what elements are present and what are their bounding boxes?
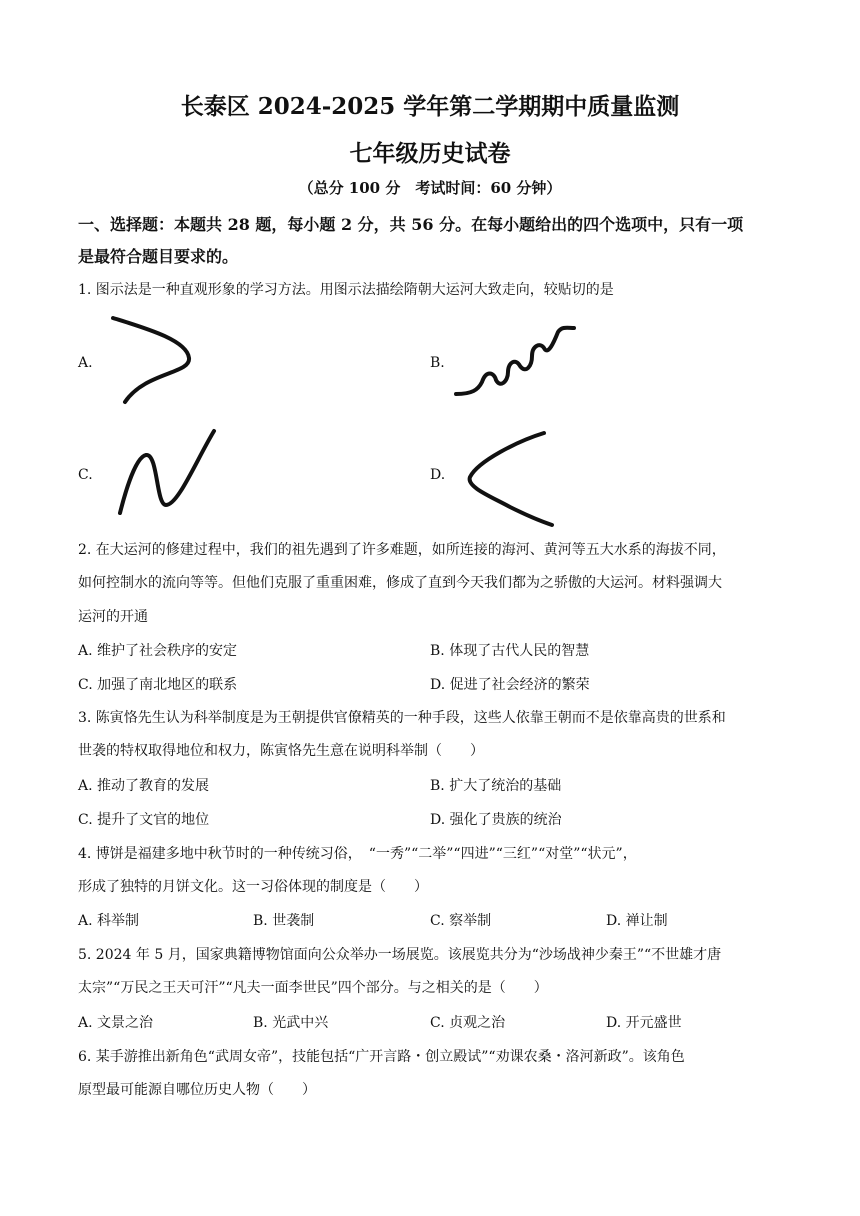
q4-option-a: A. 科举制: [78, 913, 140, 929]
q3-line1: 3. 陈寅恪先生认为科举制度是为王朝提供官僚精英的一种手段，这些人依靠王朝而不是依靠高贵的世系和: [78, 710, 726, 726]
q4-option-d: D. 禅让制: [606, 913, 668, 929]
q5-option-b: B. 光武中兴: [253, 1015, 329, 1031]
q1-curve-a: [105, 312, 205, 407]
q5-option-d: D. 开元盛世: [606, 1015, 682, 1031]
q2-option-d: D. 促进了社会经济的繁荣: [430, 677, 590, 693]
q2-option-a: A. 维护了社会秩序的安定: [78, 643, 238, 659]
q3-line2: 世袭的特权取得地位和权力，陈寅恪先生意在说明科举制（ ）: [78, 743, 484, 759]
q5-option-a: A. 文景之治: [78, 1015, 154, 1031]
exam-title: 长泰区 2024-2025 学年第二学期期中质量监测: [180, 93, 680, 120]
q2-line2: 如何控制水的流向等等。但他们克服了重重困难，修成了直到今天我们都为之骄傲的大运河。材料强调大: [78, 575, 722, 591]
q5-line1: 5. 2024 年 5 月，国家典籍博物馆面向公众举办一场展览。该展览共分为“沙场战神少秦王”“不世雄才唐: [78, 947, 722, 963]
q4-line2: 形成了独特的月饼文化。这一习俗体现的制度是（ ）: [78, 879, 428, 895]
q1-label-d: D.: [430, 467, 446, 483]
q1-curve-b: [450, 320, 580, 400]
q1-label-c: C.: [78, 467, 93, 483]
q2-line3: 运河的开通: [78, 609, 148, 625]
q1-label-b: B.: [430, 355, 445, 371]
q3-option-b: B. 扩大了统治的基础: [430, 778, 562, 794]
q3-option-c: C. 提升了文官的地位: [78, 812, 210, 828]
exam-meta: （总分 100 分 考试时间：60 分钟）: [298, 179, 562, 197]
q4-option-c: C. 察举制: [430, 913, 492, 929]
q1-label-a: A.: [78, 355, 93, 371]
q4-line1: 4. 博饼是福建多地中秋节时的一种传统习俗， “一秀”“二举”“四进”“三红”“对堂”“状元”，: [78, 846, 637, 862]
q2-option-c: C. 加强了南北地区的联系: [78, 677, 238, 693]
q1-curve-c: [112, 425, 222, 520]
q2-line1: 2. 在大运河的修建过程中，我们的祖先遇到了许多难题，如所连接的海河、黄河等五大水系的海拔不同，: [78, 542, 726, 558]
section-heading-line2: 是最符合题目要求的。: [78, 247, 239, 266]
q5-option-c: C. 贞观之治: [430, 1015, 506, 1031]
q6-line2: 原型最可能源自哪位历史人物（ ）: [78, 1082, 316, 1098]
q1-curve-d: [462, 425, 557, 530]
q1-stem: 1. 图示法是一种直观形象的学习方法。用图示法描绘隋朝大运河大致走向，较贴切的是: [78, 282, 614, 298]
q3-option-d: D. 强化了贵族的统治: [430, 812, 562, 828]
q4-option-b: B. 世袭制: [253, 913, 315, 929]
q2-option-b: B. 体现了古代人民的智慧: [430, 643, 590, 659]
exam-subtitle: 七年级历史试卷: [349, 140, 511, 167]
q6-line1: 6. 某手游推出新角色“武周女帝”，技能包括“广开言路・创立殿试”“劝课农桑・洛河新政”。该角色: [78, 1049, 685, 1065]
q3-option-a: A. 推动了教育的发展: [78, 778, 210, 794]
q5-line2: 太宗”“万民之王天可汗”“凡夫一面李世民”四个部分。与之相关的是（ ）: [78, 980, 548, 996]
section-heading-line1: 一、选择题：本题共 28 题，每小题 2 分，共 56 分。在每小题给出的四个选项中，只有一项: [78, 215, 744, 234]
